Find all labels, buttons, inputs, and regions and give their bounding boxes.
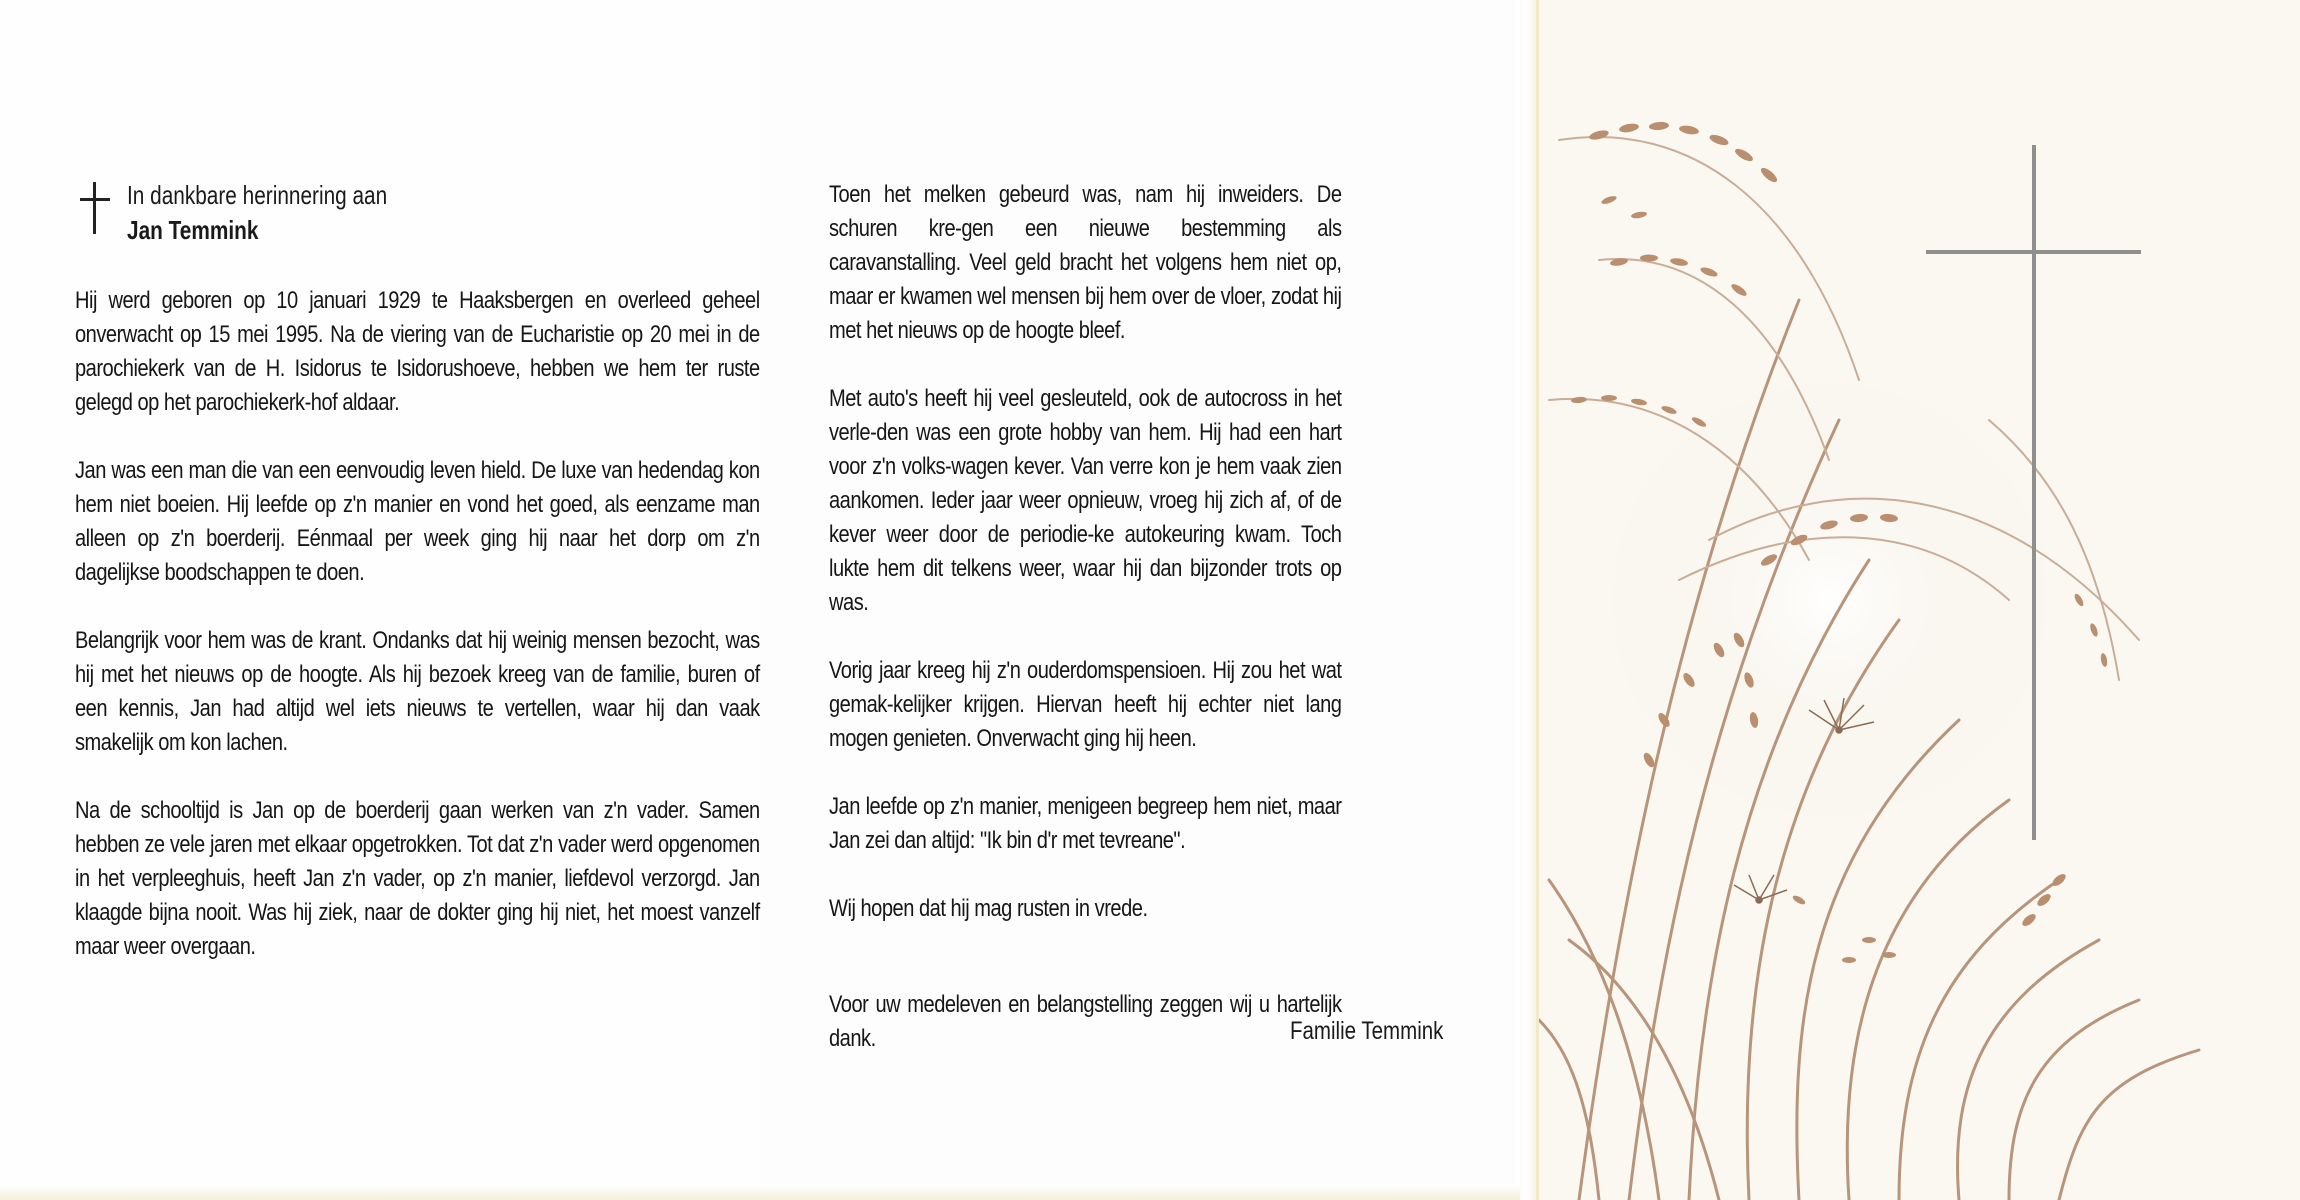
card-bottom-edge	[0, 1184, 1520, 1200]
grass-illustration	[1539, 0, 2300, 1200]
paragraph: Na de schooltijd is Jan op de boerderij gaan werken van z'n vader. Samen hebben ze vele jaren met elkaar opgetrokken. Tot dat z'n vader werd opgenomen in het verpleeghuis, heeft Jan z'n vader, op z'n manier, liefdevol verzorgd. Jan klaagde bijna nooit. Was hij ziek, naar de dokter ging hij niet, het moest vanzelf maar weer overgaan.	[75, 797, 760, 960]
paragraph: Toen het melken gebeurd was, nam hij inweiders. De schuren kre-gen een nieuwe bestemming als caravanstalling. Veel geld bracht het volgens hem niet op, maar er kwamen wel mensen bij hem over de vloer, zodat hij met het nieuws op de hoogte bleef.	[829, 181, 1342, 344]
cross-icon	[80, 182, 110, 234]
paragraph: Jan was een man die van een eenvoudig leven hield. De luxe van hedendag kon hem niet boeien. Hij leefde op z'n manier en vond het goed, als eenzame man alleen op z'n boerderij. Eénmaal per week ging hij naar het dorp om z'n dagelijkse boodschappen te doen.	[75, 457, 760, 586]
paragraph: Wij hopen dat hij mag rusten in vrede.	[829, 895, 1148, 922]
paragraph: Belangrijk voor hem was de krant. Ondanks dat hij weinig mensen bezocht, was hij met het nieuws op de hoogte. Als hij bezoek kreeg van de familie, buren of een kennis, Jan had altijd wel iets nieuws te vertellen, waar hij dan vaak smakelijk om kon lachen.	[75, 627, 760, 756]
middle-text-column	[829, 178, 1342, 1056]
signature: Familie Temmink	[1290, 1017, 1444, 1045]
heading-line: In dankbare herinnering aan	[127, 180, 388, 210]
card-fold	[1520, 0, 1536, 1200]
memorial-heading	[127, 178, 387, 248]
left-text-column	[75, 284, 760, 964]
paragraph: Voor uw medeleven en belangstelling zeggen wij u hartelijk dank.	[829, 991, 1342, 1052]
deceased-name: Jan Temmink	[127, 215, 259, 245]
paragraph: Jan leefde op z'n manier, menigeen begreep hem niet, maar Jan zei dan altijd: "Ik bin d'r met tevreane".	[829, 793, 1342, 854]
paragraph: Vorig jaar kreeg hij z'n ouderdomspensioen. Hij zou het wat gemak-kelijker krijgen. Hiervan heeft hij echter niet lang mogen genieten. Onverwacht ging hij heen.	[829, 657, 1342, 752]
paragraph: Hij werd geboren op 10 januari 1929 te Haaksbergen en overleed geheel onverwacht op 15 mei 1995. Na de viering van de Eucharistie op 20 mei in de parochiekerk van de H. Isidorus te Isidorushoeve, hebben we hem ter ruste gelegd op het parochiekerk-hof aldaar.	[75, 287, 760, 416]
paragraph: Met auto's heeft hij veel gesleuteld, ook de autocross in het verle-den was een grote hobby van hem. Hij had een hart voor z'n volks-wagen kever. Van verre kon je hem vaak zien aankomen. Ieder jaar weer opnieuw, vroeg hij zich af, of de kever weer door de periodie-ke autokeuring kwam. Toch lukte hem dit telkens weer, waar hij dan bijzonder trots op was.	[829, 385, 1342, 616]
